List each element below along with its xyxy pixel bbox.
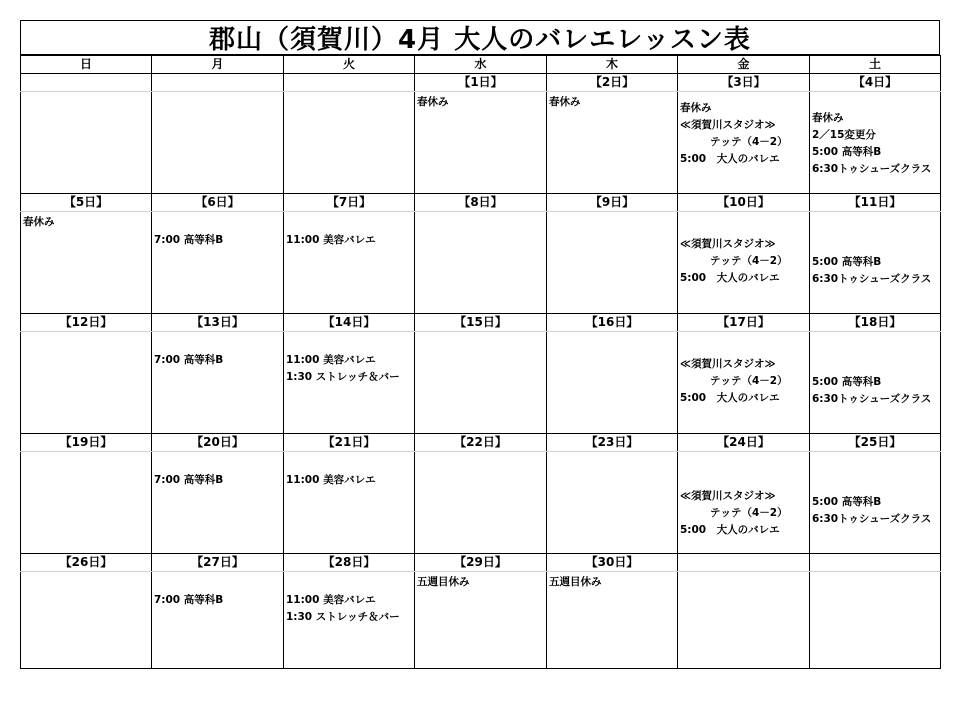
- day-number: 【26日】: [21, 554, 152, 572]
- lesson-list: [417, 574, 544, 591]
- day-cell-body: [284, 572, 414, 668]
- day-cell-body: [678, 572, 809, 668]
- lesson-entry: 5:00 大人のバレエ: [680, 153, 780, 165]
- weekday-saturday: 土: [810, 56, 941, 74]
- day-cell-body: [678, 452, 809, 553]
- lesson-entry: 6:30トゥシューズクラス: [812, 163, 932, 175]
- lesson-entry: 6:30トゥシューズクラス: [812, 513, 932, 525]
- lesson-entry: 春休み: [549, 96, 581, 108]
- lesson-entry: 11:00 美容バレエ: [286, 234, 376, 246]
- lesson-entry: 5:00 高等科B: [812, 376, 882, 388]
- day-number: 【14日】: [284, 314, 415, 332]
- day-content-row: [21, 572, 941, 669]
- day-cell: [810, 572, 941, 669]
- day-cell: [415, 452, 547, 554]
- lesson-list: [23, 214, 149, 231]
- lesson-entry: ≪須賀川スタジオ≫: [680, 490, 776, 502]
- day-number: 【16日】: [547, 314, 678, 332]
- day-cell: [152, 332, 284, 434]
- day-number: [21, 74, 152, 92]
- day-number: 【22日】: [415, 434, 547, 452]
- lesson-entry: 春休み: [812, 112, 844, 124]
- lesson-list: [154, 232, 281, 249]
- weekday-wednesday: 水: [415, 56, 547, 74]
- day-number-row: [21, 434, 941, 452]
- lesson-entry: ≪須賀川スタジオ≫: [680, 238, 776, 250]
- day-cell-body: [152, 572, 283, 668]
- day-number: 【27日】: [152, 554, 284, 572]
- weekday-thursday: 木: [547, 56, 678, 74]
- lesson-list: [286, 592, 412, 626]
- day-cell: [547, 92, 678, 194]
- day-number: 【2日】: [547, 74, 678, 92]
- lesson-entry: ≪須賀川スタジオ≫: [680, 119, 776, 131]
- day-number: 【6日】: [152, 194, 284, 212]
- day-cell: [21, 452, 152, 554]
- day-cell-body: [547, 92, 677, 193]
- day-cell-body: [678, 332, 809, 433]
- lesson-entry: 5:00 高等科B: [812, 256, 882, 268]
- day-number: 【7日】: [284, 194, 415, 212]
- day-number: [810, 554, 941, 572]
- day-cell-body: [810, 92, 940, 193]
- day-cell: [547, 332, 678, 434]
- day-cell-body: [21, 572, 151, 668]
- day-cell-body: [547, 332, 677, 433]
- lesson-entry: 6:30トゥシューズクラス: [812, 393, 932, 405]
- day-cell: [152, 452, 284, 554]
- day-number: 【24日】: [678, 434, 810, 452]
- calendar-table: [20, 55, 941, 669]
- day-cell-body: [152, 332, 283, 433]
- day-cell: [284, 572, 415, 669]
- day-cell: [284, 92, 415, 194]
- day-cell-body: [21, 212, 151, 313]
- lesson-list: [154, 472, 281, 489]
- day-cell: [152, 572, 284, 669]
- day-cell: [415, 332, 547, 434]
- day-cell-body: [415, 332, 546, 433]
- lesson-entry: 5:00 大人のバレエ: [680, 524, 780, 536]
- day-cell-body: [415, 452, 546, 553]
- day-content-row: [21, 452, 941, 554]
- lesson-list: [680, 100, 807, 168]
- day-number-row: [21, 194, 941, 212]
- day-cell: [810, 332, 941, 434]
- day-content-row: [21, 332, 941, 434]
- day-number-row: [21, 74, 941, 92]
- day-cell: [415, 92, 547, 194]
- day-number: [152, 74, 284, 92]
- day-cell-body: [810, 452, 940, 553]
- lesson-list: [812, 494, 938, 528]
- lesson-entry: テッテ（4－2）: [710, 507, 788, 519]
- day-cell: [547, 572, 678, 669]
- lesson-entry: 11:00 美容バレエ: [286, 594, 376, 606]
- lesson-entry: ≪須賀川スタジオ≫: [680, 358, 776, 370]
- lesson-entry: 7:00 高等科B: [154, 234, 224, 246]
- day-cell: [810, 92, 941, 194]
- day-number: [678, 554, 810, 572]
- day-number: 【25日】: [810, 434, 941, 452]
- day-content-row: [21, 92, 941, 194]
- lesson-schedule-sheet: [20, 20, 940, 698]
- lesson-entry: 1:30 ストレッチ＆バー: [286, 611, 400, 623]
- day-cell: [678, 212, 810, 314]
- day-cell-body: [284, 212, 414, 313]
- lesson-entry: テッテ（4－2）: [710, 136, 788, 148]
- lesson-entry: 11:00 美容バレエ: [286, 474, 376, 486]
- day-cell: [21, 212, 152, 314]
- day-cell-body: [810, 212, 940, 313]
- day-cell: [415, 572, 547, 669]
- lesson-list: [549, 574, 675, 591]
- weekday-monday: 月: [152, 56, 284, 74]
- day-cell: [284, 452, 415, 554]
- day-cell: [21, 332, 152, 434]
- day-cell-body: [547, 212, 677, 313]
- day-number: 【23日】: [547, 434, 678, 452]
- day-cell-body: [284, 332, 414, 433]
- lesson-entry: 5:00 大人のバレエ: [680, 272, 780, 284]
- day-cell: [415, 212, 547, 314]
- lesson-list: [680, 488, 807, 539]
- lesson-list: [286, 472, 412, 489]
- lesson-list: [680, 236, 807, 287]
- day-cell-body: [415, 212, 546, 313]
- day-number: 【21日】: [284, 434, 415, 452]
- lesson-entry: 春休み: [23, 216, 55, 228]
- day-number: 【12日】: [21, 314, 152, 332]
- lesson-entry: 5:00 高等科B: [812, 496, 882, 508]
- day-cell-body: [810, 572, 940, 668]
- day-cell: [21, 572, 152, 669]
- day-cell-body: [678, 92, 809, 193]
- day-cell: [547, 212, 678, 314]
- day-cell: [678, 332, 810, 434]
- lesson-list: [680, 356, 807, 407]
- lesson-entry: 2／15変更分: [812, 129, 876, 141]
- lesson-entry: 7:00 高等科B: [154, 594, 224, 606]
- day-cell-body: [678, 212, 809, 313]
- day-number: 【11日】: [810, 194, 941, 212]
- weekday-tuesday: 火: [284, 56, 415, 74]
- day-number: 【1日】: [415, 74, 547, 92]
- lesson-entry: 春休み: [680, 102, 712, 114]
- day-cell-body: [152, 212, 283, 313]
- lesson-entry: 1:30 ストレッチ＆バー: [286, 371, 400, 383]
- day-number: 【29日】: [415, 554, 547, 572]
- day-cell-body: [21, 92, 151, 193]
- lesson-list: [812, 110, 938, 178]
- day-cell-body: [547, 452, 677, 553]
- day-number: 【5日】: [21, 194, 152, 212]
- day-number: 【15日】: [415, 314, 547, 332]
- lesson-entry: テッテ（4－2）: [710, 375, 788, 387]
- day-cell: [678, 572, 810, 669]
- day-cell: [284, 212, 415, 314]
- page-title: 郡山（須賀川）4月 大人のバレエレッスン表: [20, 20, 940, 55]
- lesson-list: [154, 592, 281, 609]
- day-number: 【28日】: [284, 554, 415, 572]
- lesson-list: [286, 232, 412, 249]
- day-number: 【20日】: [152, 434, 284, 452]
- day-number: 【8日】: [415, 194, 547, 212]
- day-cell-body: [415, 92, 546, 193]
- lesson-list: [417, 94, 544, 111]
- day-cell: [152, 212, 284, 314]
- day-number: 【17日】: [678, 314, 810, 332]
- day-cell: [678, 452, 810, 554]
- day-cell-body: [21, 452, 151, 553]
- lesson-entry: 11:00 美容バレエ: [286, 354, 376, 366]
- lesson-entry: 5:00 大人のバレエ: [680, 392, 780, 404]
- day-cell: [21, 92, 152, 194]
- day-cell-body: [284, 92, 414, 193]
- day-number-row: [21, 314, 941, 332]
- day-cell-body: [152, 452, 283, 553]
- day-cell: [810, 212, 941, 314]
- lesson-list: [812, 254, 938, 288]
- lesson-entry: 7:00 高等科B: [154, 474, 224, 486]
- lesson-entry: 6:30トゥシューズクラス: [812, 273, 932, 285]
- lesson-entry: 五週目休み: [417, 576, 470, 588]
- lesson-entry: 5:00 高等科B: [812, 146, 882, 158]
- lesson-list: [812, 374, 938, 408]
- day-number: 【19日】: [21, 434, 152, 452]
- day-number: 【18日】: [810, 314, 941, 332]
- day-cell: [152, 92, 284, 194]
- day-cell-body: [284, 452, 414, 553]
- lesson-entry: 五週目休み: [549, 576, 602, 588]
- day-number-row: [21, 554, 941, 572]
- day-number: 【13日】: [152, 314, 284, 332]
- weekday-sunday: 日: [21, 56, 152, 74]
- day-cell: [547, 452, 678, 554]
- day-cell-body: [21, 332, 151, 433]
- weekday-header-row: [21, 56, 941, 74]
- weekday-friday: 金: [678, 56, 810, 74]
- day-number: 【4日】: [810, 74, 941, 92]
- day-number: 【9日】: [547, 194, 678, 212]
- day-number: 【10日】: [678, 194, 810, 212]
- day-content-row: [21, 212, 941, 314]
- lesson-list: [549, 94, 675, 111]
- day-number: 【30日】: [547, 554, 678, 572]
- day-cell-body: [810, 332, 940, 433]
- day-number: [284, 74, 415, 92]
- day-number: 【3日】: [678, 74, 810, 92]
- day-cell-body: [415, 572, 546, 668]
- lesson-entry: 7:00 高等科B: [154, 354, 224, 366]
- lesson-list: [154, 352, 281, 369]
- day-cell-body: [547, 572, 677, 668]
- lesson-list: [286, 352, 412, 386]
- day-cell: [810, 452, 941, 554]
- lesson-entry: 春休み: [417, 96, 449, 108]
- day-cell: [678, 92, 810, 194]
- day-cell-body: [152, 92, 283, 193]
- day-cell: [284, 332, 415, 434]
- lesson-entry: テッテ（4－2）: [710, 255, 788, 267]
